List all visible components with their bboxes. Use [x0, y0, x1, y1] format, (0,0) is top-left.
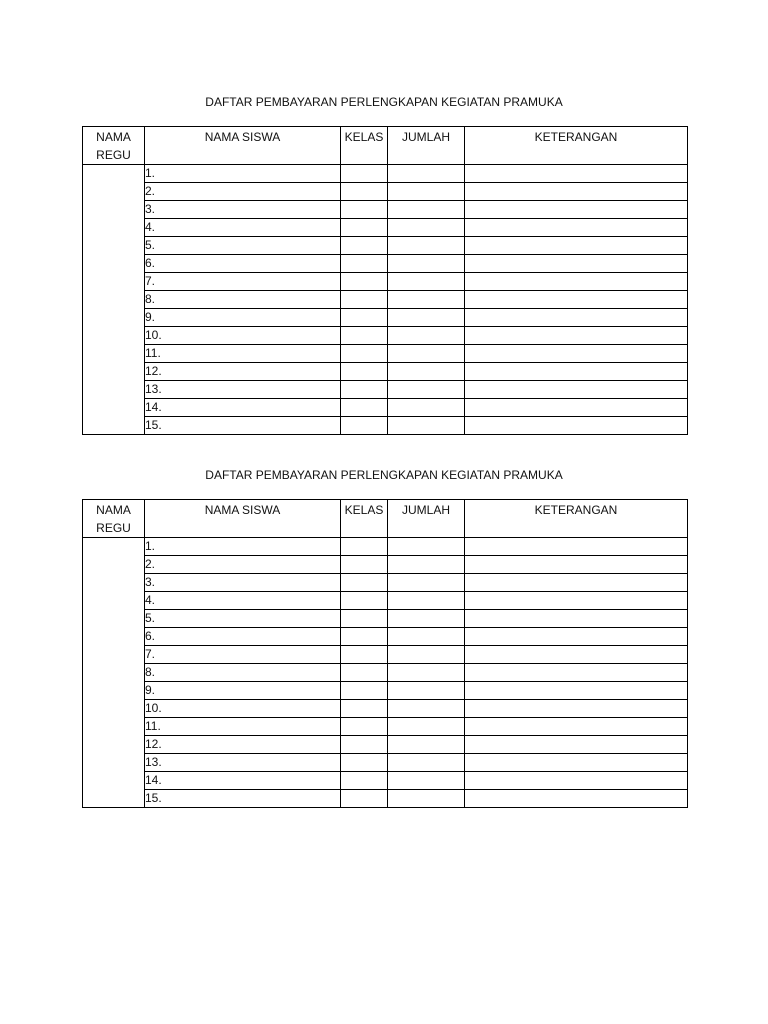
jumlah-cell[interactable]: [388, 592, 465, 610]
keterangan-cell[interactable]: [465, 417, 688, 435]
header-jumlah: JUMLAH: [388, 127, 465, 165]
keterangan-cell[interactable]: [465, 363, 688, 381]
payment-table: [82, 126, 688, 435]
kelas-cell[interactable]: [341, 556, 388, 574]
jumlah-cell[interactable]: [388, 610, 465, 628]
jumlah-cell[interactable]: [388, 700, 465, 718]
keterangan-cell[interactable]: [465, 219, 688, 237]
keterangan-cell[interactable]: [465, 165, 688, 183]
document-title: DAFTAR PEMBAYARAN PERLENGKAPAN KEGIATAN PRAMUKA: [205, 468, 563, 482]
kelas-cell[interactable]: [341, 664, 388, 682]
nama-siswa-cell[interactable]: 9.: [145, 682, 341, 700]
keterangan-cell[interactable]: [465, 381, 688, 399]
keterangan-cell[interactable]: [465, 574, 688, 592]
kelas-cell[interactable]: [341, 327, 388, 345]
table-row: [83, 381, 688, 399]
table-row: [83, 772, 688, 790]
keterangan-cell[interactable]: [465, 754, 688, 772]
nama-siswa-cell[interactable]: 2.: [145, 183, 341, 201]
table-row: [83, 363, 688, 381]
keterangan-cell[interactable]: [465, 183, 688, 201]
nama-siswa-cell[interactable]: 1.: [145, 538, 341, 556]
document-title: DAFTAR PEMBAYARAN PERLENGKAPAN KEGIATAN PRAMUKA: [205, 95, 563, 109]
table-row: [83, 273, 688, 291]
table-body: [83, 538, 688, 808]
keterangan-cell[interactable]: [465, 255, 688, 273]
table-row: [83, 646, 688, 664]
header-row: [83, 500, 688, 538]
kelas-cell[interactable]: [341, 736, 388, 754]
table-row: [83, 790, 688, 808]
jumlah-cell[interactable]: [388, 309, 465, 327]
table-row: [83, 327, 688, 345]
nama-siswa-cell[interactable]: 8.: [145, 664, 341, 682]
nama-siswa-cell[interactable]: 12.: [145, 736, 341, 754]
table-row: [83, 255, 688, 273]
keterangan-cell[interactable]: [465, 592, 688, 610]
keterangan-cell[interactable]: [465, 646, 688, 664]
nama-siswa-cell[interactable]: 11.: [145, 718, 341, 736]
table-row: [83, 201, 688, 219]
kelas-cell[interactable]: [341, 754, 388, 772]
jumlah-cell[interactable]: [388, 327, 465, 345]
table-row: [83, 754, 688, 772]
table-row: [83, 219, 688, 237]
jumlah-cell[interactable]: [388, 183, 465, 201]
jumlah-cell[interactable]: [388, 772, 465, 790]
kelas-cell[interactable]: [341, 219, 388, 237]
nama-siswa-cell[interactable]: 5.: [145, 237, 341, 255]
table-row: [83, 417, 688, 435]
nama-siswa-cell[interactable]: 11.: [145, 345, 341, 363]
header-nama-siswa: NAMA SISWA: [145, 500, 341, 538]
jumlah-cell[interactable]: [388, 682, 465, 700]
jumlah-cell[interactable]: [388, 291, 465, 309]
jumlah-cell[interactable]: [388, 363, 465, 381]
nama-siswa-cell[interactable]: 4.: [145, 219, 341, 237]
nama-siswa-cell[interactable]: 10.: [145, 327, 341, 345]
header-keterangan: KETERANGAN: [465, 127, 688, 165]
keterangan-cell[interactable]: [465, 538, 688, 556]
nama-siswa-cell[interactable]: 14.: [145, 772, 341, 790]
header-nama-regu-line2: REGU: [96, 148, 131, 162]
kelas-cell[interactable]: [341, 345, 388, 363]
keterangan-cell[interactable]: [465, 790, 688, 808]
kelas-cell[interactable]: [341, 718, 388, 736]
jumlah-cell[interactable]: [388, 273, 465, 291]
kelas-cell[interactable]: [341, 273, 388, 291]
header-nama-regu-line1: NAMA: [96, 130, 131, 144]
kelas-cell[interactable]: [341, 201, 388, 219]
jumlah-cell[interactable]: [388, 754, 465, 772]
keterangan-cell[interactable]: [465, 664, 688, 682]
nama-siswa-cell[interactable]: 3.: [145, 201, 341, 219]
nama-siswa-cell[interactable]: 7.: [145, 646, 341, 664]
table-row: [83, 592, 688, 610]
nama-siswa-cell[interactable]: 2.: [145, 556, 341, 574]
jumlah-cell[interactable]: [388, 736, 465, 754]
nama-siswa-cell[interactable]: 1.: [145, 165, 341, 183]
payment-table: [82, 499, 688, 808]
table-row: [83, 556, 688, 574]
header-nama-siswa: NAMA SISWA: [145, 127, 341, 165]
keterangan-cell[interactable]: [465, 556, 688, 574]
nama-siswa-cell[interactable]: 15.: [145, 417, 341, 435]
nama-regu-cell[interactable]: [83, 538, 145, 808]
keterangan-cell[interactable]: [465, 309, 688, 327]
jumlah-cell[interactable]: [388, 201, 465, 219]
nama-siswa-cell[interactable]: 10.: [145, 700, 341, 718]
table-row: [83, 165, 688, 183]
jumlah-cell[interactable]: [388, 165, 465, 183]
keterangan-cell[interactable]: [465, 399, 688, 417]
jumlah-cell[interactable]: [388, 664, 465, 682]
kelas-cell[interactable]: [341, 628, 388, 646]
keterangan-cell[interactable]: [465, 628, 688, 646]
table-row: [83, 700, 688, 718]
table-row: [83, 345, 688, 363]
keterangan-cell[interactable]: [465, 772, 688, 790]
jumlah-cell[interactable]: [388, 628, 465, 646]
jumlah-cell[interactable]: [388, 574, 465, 592]
kelas-cell[interactable]: [341, 610, 388, 628]
table-row: [83, 574, 688, 592]
nama-siswa-cell[interactable]: 9.: [145, 309, 341, 327]
kelas-cell[interactable]: [341, 592, 388, 610]
keterangan-cell[interactable]: [465, 682, 688, 700]
kelas-cell[interactable]: [341, 165, 388, 183]
keterangan-cell[interactable]: [465, 273, 688, 291]
table-row: [83, 610, 688, 628]
keterangan-cell[interactable]: [465, 201, 688, 219]
table-body: [83, 165, 688, 435]
kelas-cell[interactable]: [341, 255, 388, 273]
header-jumlah: JUMLAH: [388, 500, 465, 538]
table-row: [83, 538, 688, 556]
jumlah-cell[interactable]: [388, 538, 465, 556]
keterangan-cell[interactable]: [465, 237, 688, 255]
nama-siswa-cell[interactable]: 5.: [145, 610, 341, 628]
kelas-cell[interactable]: [341, 237, 388, 255]
keterangan-cell[interactable]: [465, 345, 688, 363]
table-row: [83, 291, 688, 309]
kelas-cell[interactable]: [341, 682, 388, 700]
kelas-cell[interactable]: [341, 772, 388, 790]
jumlah-cell[interactable]: [388, 381, 465, 399]
kelas-cell[interactable]: [341, 291, 388, 309]
keterangan-cell[interactable]: [465, 718, 688, 736]
nama-siswa-cell[interactable]: 7.: [145, 273, 341, 291]
nama-siswa-cell[interactable]: 3.: [145, 574, 341, 592]
header-nama-regu: [83, 500, 145, 538]
table-row: [83, 309, 688, 327]
nama-siswa-cell[interactable]: 6.: [145, 255, 341, 273]
table-row: [83, 682, 688, 700]
jumlah-cell[interactable]: [388, 219, 465, 237]
nama-siswa-cell[interactable]: 13.: [145, 754, 341, 772]
kelas-cell[interactable]: [341, 646, 388, 664]
table-row: [83, 736, 688, 754]
kelas-cell[interactable]: [341, 309, 388, 327]
keterangan-cell[interactable]: [465, 700, 688, 718]
table-row: [83, 399, 688, 417]
jumlah-cell[interactable]: [388, 790, 465, 808]
table-row: [83, 237, 688, 255]
jumlah-cell[interactable]: [388, 718, 465, 736]
header-nama-regu-line1: NAMA: [96, 503, 131, 517]
kelas-cell[interactable]: [341, 381, 388, 399]
jumlah-cell[interactable]: [388, 345, 465, 363]
header-keterangan: KETERANGAN: [465, 500, 688, 538]
keterangan-cell[interactable]: [465, 327, 688, 345]
keterangan-cell[interactable]: [465, 291, 688, 309]
keterangan-cell[interactable]: [465, 610, 688, 628]
nama-siswa-cell[interactable]: 8.: [145, 291, 341, 309]
header-kelas: KELAS: [341, 127, 388, 165]
nama-regu-cell[interactable]: [83, 165, 145, 435]
nama-siswa-cell[interactable]: 13.: [145, 381, 341, 399]
kelas-cell[interactable]: [341, 399, 388, 417]
header-nama-regu-line2: REGU: [96, 521, 131, 535]
table-row: [83, 718, 688, 736]
header-row: [83, 127, 688, 165]
nama-siswa-cell[interactable]: 12.: [145, 363, 341, 381]
kelas-cell[interactable]: [341, 183, 388, 201]
kelas-cell[interactable]: [341, 574, 388, 592]
jumlah-cell[interactable]: [388, 255, 465, 273]
jumlah-cell[interactable]: [388, 399, 465, 417]
keterangan-cell[interactable]: [465, 736, 688, 754]
kelas-cell[interactable]: [341, 417, 388, 435]
header-nama-regu: [83, 127, 145, 165]
jumlah-cell[interactable]: [388, 237, 465, 255]
kelas-cell[interactable]: [341, 700, 388, 718]
jumlah-cell[interactable]: [388, 646, 465, 664]
header-kelas: KELAS: [341, 500, 388, 538]
nama-siswa-cell[interactable]: 6.: [145, 628, 341, 646]
nama-siswa-cell[interactable]: 14.: [145, 399, 341, 417]
nama-siswa-cell[interactable]: 15.: [145, 790, 341, 808]
jumlah-cell[interactable]: [388, 556, 465, 574]
kelas-cell[interactable]: [341, 538, 388, 556]
jumlah-cell[interactable]: [388, 417, 465, 435]
table-row: [83, 664, 688, 682]
kelas-cell[interactable]: [341, 790, 388, 808]
table-row: [83, 628, 688, 646]
kelas-cell[interactable]: [341, 363, 388, 381]
nama-siswa-cell[interactable]: 4.: [145, 592, 341, 610]
table-row: [83, 183, 688, 201]
